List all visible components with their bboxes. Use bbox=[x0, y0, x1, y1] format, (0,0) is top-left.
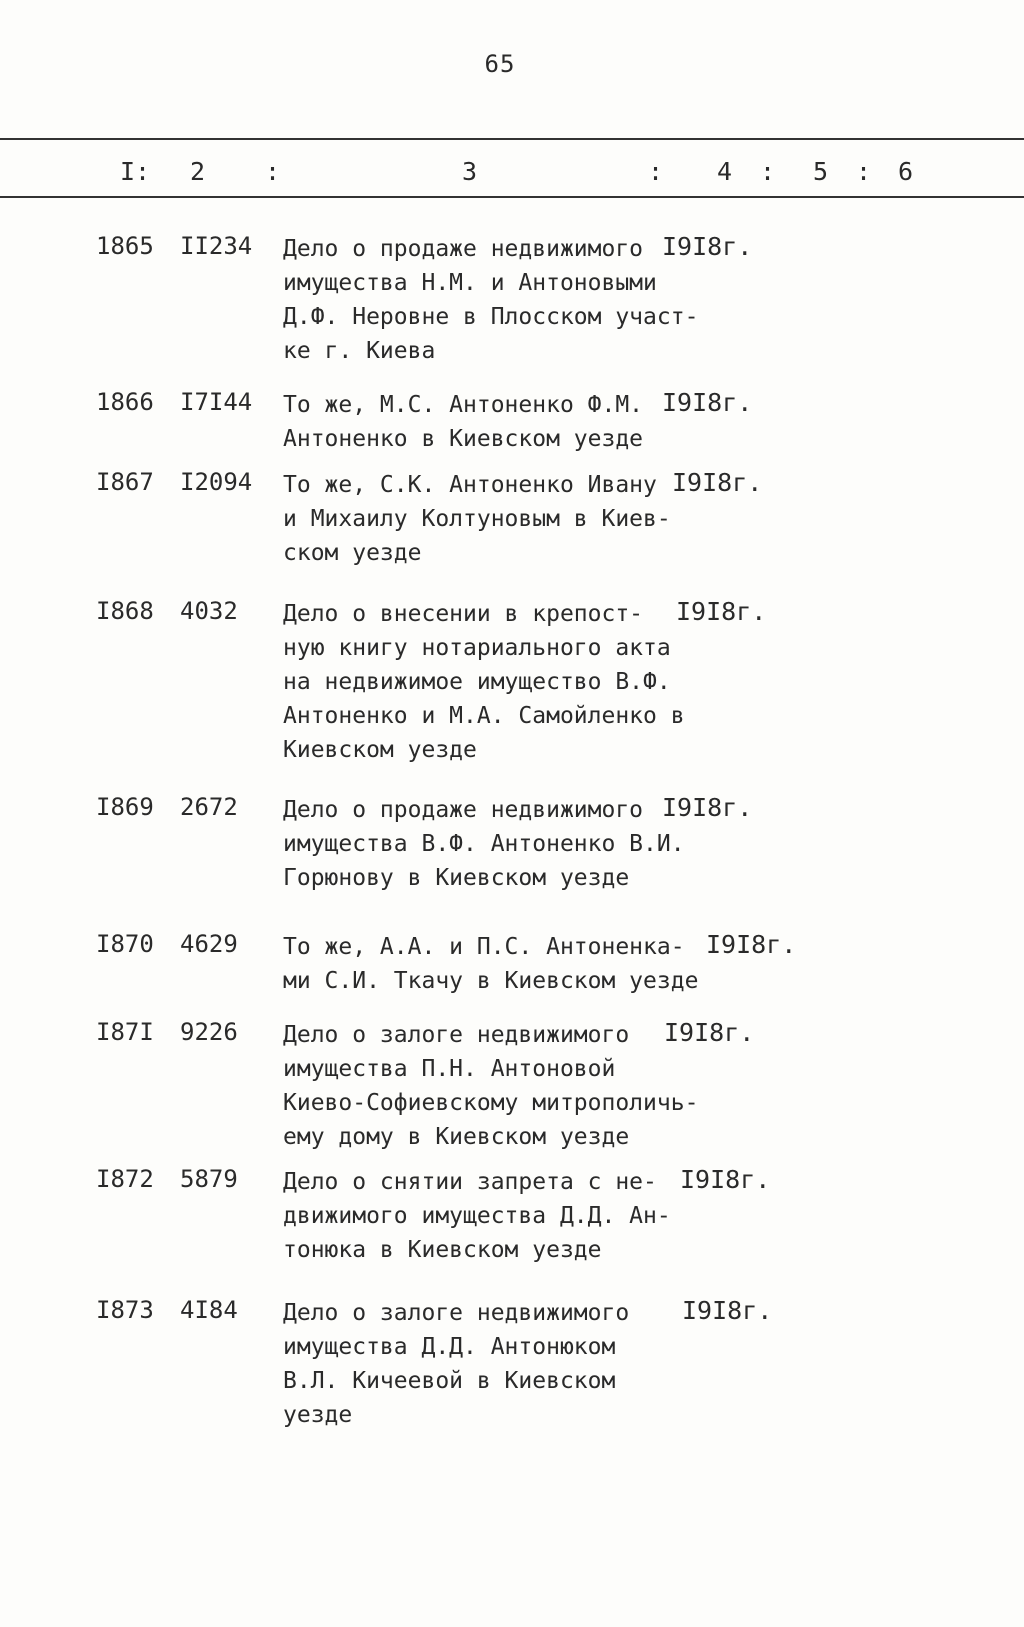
entry-number: I869 bbox=[96, 793, 154, 821]
description-line: В.Л. Кичеевой в Киевском bbox=[283, 1368, 616, 1394]
entry-number: I873 bbox=[96, 1296, 154, 1324]
column-header-5: 5 bbox=[813, 157, 829, 186]
header-rule-bottom bbox=[0, 196, 1024, 198]
description-line: ную книгу нотариального акта bbox=[283, 635, 671, 661]
description-line: То же, А.А. и П.С. Антоненка- bbox=[283, 934, 685, 960]
description-line: ке г. Киева bbox=[283, 338, 436, 364]
description-line: имущества Н.М. и Антоновыми bbox=[283, 270, 657, 296]
description-line: Дело о залоге недвижимого bbox=[283, 1300, 630, 1326]
description-line: Дело о залоге недвижимого bbox=[283, 1022, 630, 1048]
description-line: То же, С.К. Антоненко Ивану bbox=[283, 472, 657, 498]
entry-year: I9I8г. bbox=[662, 793, 753, 822]
entry-year: I9I8г. bbox=[682, 1296, 773, 1325]
column-header-4: 4 bbox=[717, 157, 733, 186]
column-header-2: 2 bbox=[190, 157, 206, 186]
description-line: Дело о внесении в крепост- bbox=[283, 601, 644, 627]
entry-description bbox=[283, 232, 698, 368]
description-line: Дело о снятии запрета с не- bbox=[283, 1169, 657, 1195]
entry-code: 9226 bbox=[180, 1018, 238, 1046]
entry-code: II234 bbox=[180, 232, 253, 260]
description-line: ском уезде bbox=[283, 540, 422, 566]
description-line: Горюнову в Киевском уезде bbox=[283, 865, 630, 891]
entry-number: 1865 bbox=[96, 232, 154, 260]
entry-description bbox=[283, 388, 643, 456]
entry-code: 2672 bbox=[180, 793, 238, 821]
description-line: Дело о продаже недвижимого bbox=[283, 797, 644, 823]
description-line: Дело о продаже недвижимого bbox=[283, 236, 644, 262]
entry-description bbox=[283, 1018, 698, 1154]
description-line: тонюка в Киевском уезде bbox=[283, 1237, 602, 1263]
column-header-6: 6 bbox=[898, 157, 914, 186]
entry-number: I87I bbox=[96, 1018, 154, 1046]
description-line: Киевском уезде bbox=[283, 737, 477, 763]
header-rule-top bbox=[0, 138, 1024, 140]
entry-year: I9I8г. bbox=[680, 1165, 771, 1194]
description-line: уезде bbox=[283, 1402, 353, 1428]
description-line: ми С.И. Ткачу в Киевском уезде bbox=[283, 968, 699, 994]
column-separator: : bbox=[856, 157, 872, 186]
description-line: и Михаилу Колтуновым в Киев- bbox=[283, 506, 671, 532]
description-line: Д.Ф. Неровне в Плосском участ- bbox=[283, 304, 699, 330]
entry-number: I872 bbox=[96, 1165, 154, 1193]
entry-number: I867 bbox=[96, 468, 154, 496]
entry-code: 4629 bbox=[180, 930, 238, 958]
entry-code: 4032 bbox=[180, 597, 238, 625]
description-line: имущества В.Ф. Антоненко В.И. bbox=[283, 831, 685, 857]
description-line: движимого имущества Д.Д. Ан- bbox=[283, 1203, 671, 1229]
entry-description bbox=[283, 793, 685, 895]
entry-description bbox=[283, 930, 698, 998]
column-separator: : bbox=[265, 157, 281, 186]
description-line: Антоненко и М.А. Самойленко в bbox=[283, 703, 685, 729]
column-separator: : bbox=[648, 157, 664, 186]
entry-year: I9I8г. bbox=[676, 597, 767, 626]
column-separator: : bbox=[760, 157, 776, 186]
entry-number: 1866 bbox=[96, 388, 154, 416]
entry-number: I870 bbox=[96, 930, 154, 958]
entry-description bbox=[283, 1296, 629, 1432]
column-header-1: I: bbox=[120, 157, 151, 186]
entry-year: I9I8г. bbox=[672, 468, 763, 497]
description-line: имущества П.Н. Антоновой bbox=[283, 1056, 616, 1082]
description-line: имущества Д.Д. Антонюком bbox=[283, 1334, 616, 1360]
description-line: на недвижимое имущество В.Ф. bbox=[283, 669, 671, 695]
entry-description bbox=[283, 1165, 671, 1267]
entry-number: I868 bbox=[96, 597, 154, 625]
description-line: ему дому в Киевском уезде bbox=[283, 1124, 630, 1150]
entry-code: I2094 bbox=[180, 468, 253, 496]
description-line: Киево-Софиевскому митрополичь- bbox=[283, 1090, 699, 1116]
entry-year: I9I8г. bbox=[662, 388, 753, 417]
entry-description bbox=[283, 468, 671, 570]
entry-code: 5879 bbox=[180, 1165, 238, 1193]
entry-year: I9I8г. bbox=[662, 232, 753, 261]
entry-code: 4I84 bbox=[180, 1296, 238, 1324]
entry-year: I9I8г. bbox=[706, 930, 797, 959]
entry-description bbox=[283, 597, 685, 767]
description-line: Антоненко в Киевском уезде bbox=[283, 426, 644, 452]
column-header-3: 3 bbox=[462, 157, 478, 186]
page-number: 65 bbox=[484, 50, 516, 78]
entry-code: I7I44 bbox=[180, 388, 253, 416]
description-line: То же, М.С. Антоненко Ф.М. bbox=[283, 392, 644, 418]
entry-year: I9I8г. bbox=[664, 1018, 755, 1047]
